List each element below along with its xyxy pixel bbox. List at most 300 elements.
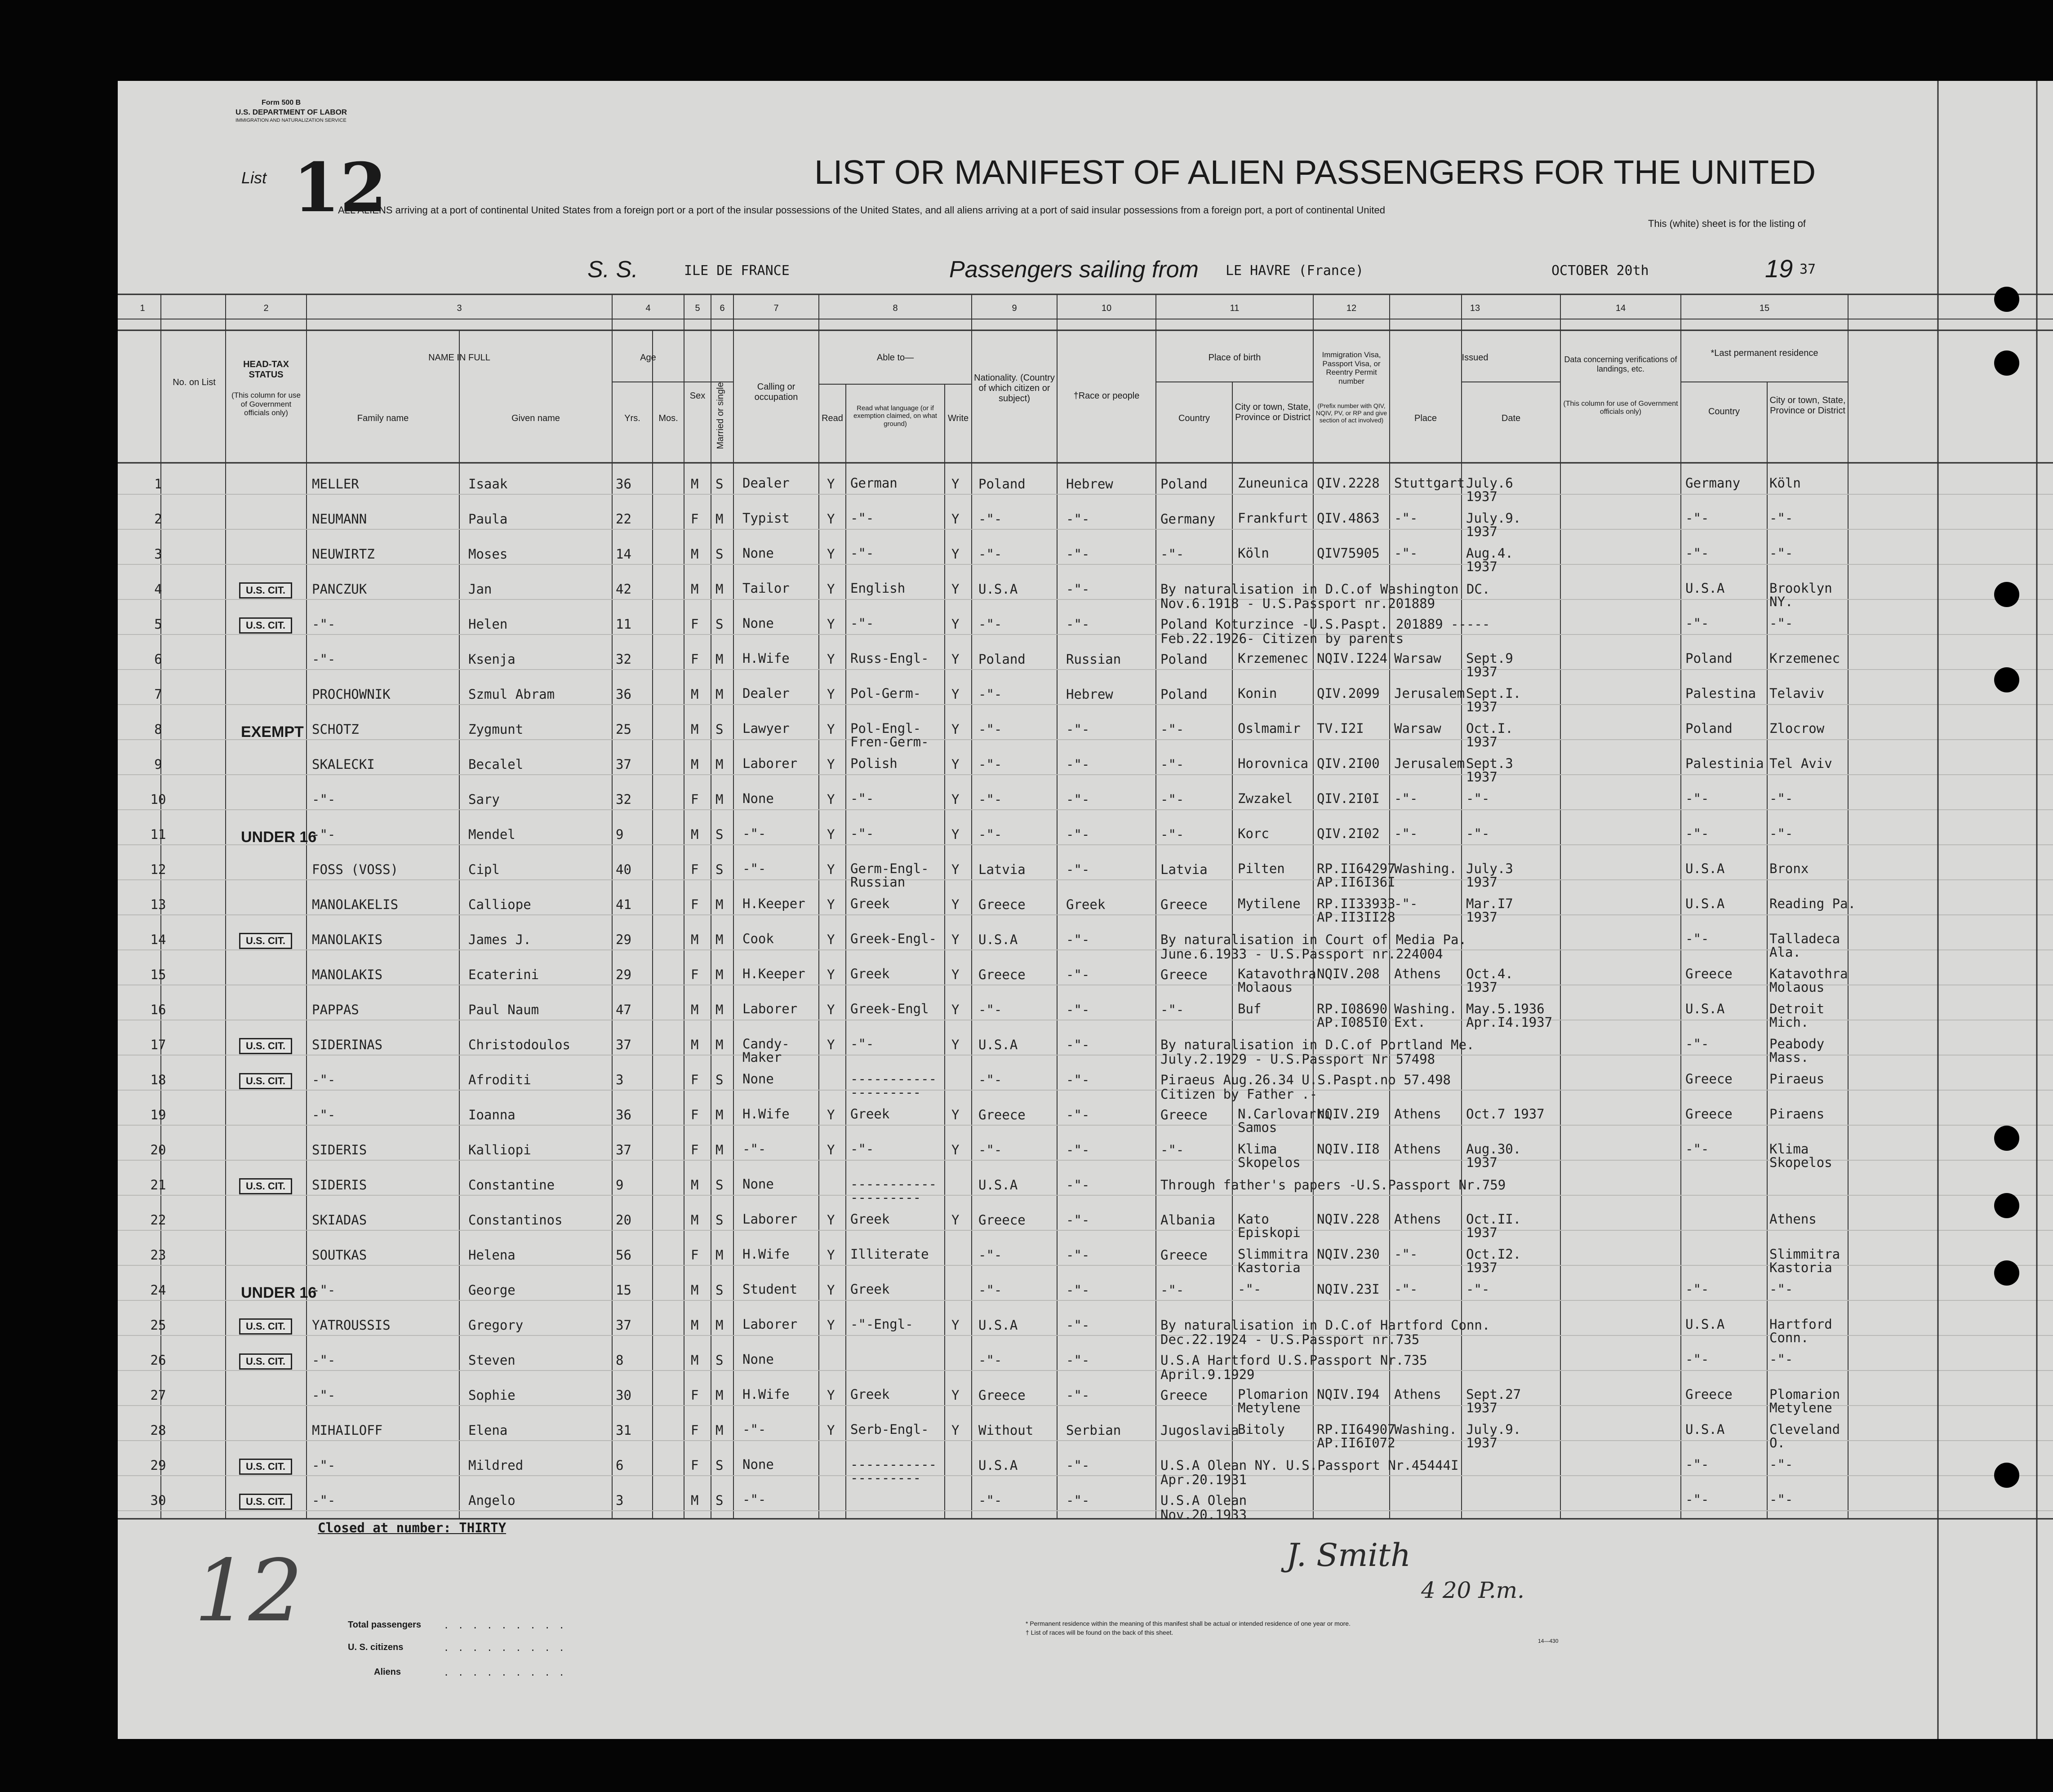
head-tax-stamp: U.S. CIT. [239, 582, 292, 599]
cell-write: Y [951, 1317, 960, 1333]
cell-given: Jan [468, 581, 492, 597]
cell-bcity: Slimmitra Kastoria [1238, 1246, 1309, 1275]
cell-rcity: Talladeca Ala. [1769, 931, 1840, 960]
cell-age: 36 [616, 1107, 631, 1122]
header-yrs: Yrs. [624, 413, 640, 423]
col-num-10: 10 [1101, 303, 1112, 313]
cell-iplace: Washing. Ext. [1394, 1001, 1457, 1030]
cell-ms: S [715, 617, 724, 632]
cell-iplace: Stuttgart [1394, 475, 1465, 491]
header-issued-place: Place [1414, 413, 1437, 423]
cell-idate: July.6 1937 [1466, 475, 1513, 504]
punch-hole [1994, 1193, 2019, 1218]
cell-race: -"- [1066, 546, 1090, 562]
cell-given: Constantinos [468, 1212, 563, 1228]
cell-sex: F [691, 617, 699, 632]
cell-iplace: Athens [1394, 1141, 1441, 1157]
cell-no: 1 [154, 476, 162, 492]
cell-rcity: Bronx [1769, 861, 1809, 876]
cell-remark: Poland Koturzince -U.S.Paspt. 201889 ----- [1160, 617, 1490, 632]
cell-rcountry: U.S.A [1685, 1317, 1725, 1332]
header-calling: Calling or occupation [754, 382, 798, 402]
cell-idate: -"- [1466, 826, 1490, 841]
head-tax-stamp: U.S. CIT. [239, 1353, 292, 1370]
header-last-residence: *Last permanent residence [1711, 348, 1818, 358]
cell-given: Calliope [468, 897, 531, 912]
cell-rcity: -"- [1769, 1457, 1793, 1472]
cell-idate: Oct.7 1937 [1466, 1106, 1545, 1122]
cell-occ: Candy-Maker [742, 1036, 790, 1065]
punch-hole [1994, 582, 2019, 607]
cell-write: Y [951, 1212, 960, 1228]
footnote-races: † List of races will be found on the back of this sheet. [1026, 1629, 1173, 1636]
cell-iplace: Athens [1394, 1211, 1441, 1227]
cell-bcountry: Greece [1160, 967, 1208, 982]
cell-rcountry: Greece [1685, 1071, 1733, 1087]
cell-given: Helen [468, 617, 508, 632]
cell-bcountry: -"- [1160, 827, 1184, 842]
cell-lang: Greek [850, 966, 890, 981]
cell-visa: NQIV.230 [1317, 1246, 1380, 1262]
cell-given: Moses [468, 546, 508, 562]
cell-ms: M [715, 1423, 724, 1438]
cell-race: Greek [1066, 897, 1106, 912]
cell-bcountry: Jugoslavia [1160, 1423, 1239, 1438]
head-tax-stamp: U.S. CIT. [239, 1459, 292, 1475]
cell-ms: S [715, 1493, 724, 1508]
cell-given: James J. [468, 932, 531, 947]
cell-sex: M [691, 1282, 699, 1298]
cell-ms: M [715, 1388, 724, 1403]
cell-bcity: Horovnica [1238, 756, 1309, 771]
col-num-8: 8 [893, 303, 898, 313]
cell-remark2: June.6.1933 - U.S.Passport nr.224004 [1160, 946, 1443, 962]
cell-race: -"- [1066, 511, 1090, 527]
cell-bcountry: Germany [1160, 511, 1216, 527]
cell-read: Y [827, 1002, 835, 1017]
col-num-6: 6 [720, 303, 725, 313]
cell-no: 11 [150, 827, 166, 842]
cell-age: 8 [616, 1353, 624, 1368]
cell-write: Y [951, 617, 960, 632]
cell-idate: July.3 1937 [1466, 861, 1513, 890]
cell-bcity: Buf [1238, 1001, 1262, 1016]
footnote-residence: * Permanent residence within the meaning of this manifest shall be actual or intended residence of one year or more. [1026, 1620, 1351, 1627]
form-code: 14—430 [1538, 1638, 1559, 1644]
cell-ms: S [715, 1072, 724, 1087]
cell-age: 30 [616, 1388, 631, 1403]
cell-nat: Latvia [978, 862, 1026, 877]
cell-ms: M [715, 1107, 724, 1122]
cell-read: Y [827, 827, 835, 842]
cell-remark2: July.2.1929 - U.S.Passport Nr 57498 [1160, 1051, 1435, 1067]
col-num-1: 1 [140, 303, 145, 313]
cell-no: 19 [150, 1107, 166, 1122]
cell-write: Y [951, 1037, 960, 1052]
cell-bcountry: -"- [1160, 722, 1184, 737]
cell-remark: U.S.A Hartford U.S.Passport Nr.735 [1160, 1353, 1427, 1368]
cell-age: 41 [616, 897, 631, 912]
cell-write: Y [951, 1423, 960, 1438]
cell-idate: Oct.I. 1937 [1466, 721, 1513, 750]
cell-race: -"- [1066, 1388, 1090, 1403]
cell-race: -"- [1066, 1037, 1090, 1052]
cell-visa: TV.I2I [1317, 721, 1364, 736]
cell-lang: Greek [850, 1106, 890, 1122]
col-num-15: 15 [1759, 303, 1770, 313]
cell-age: 36 [616, 687, 631, 702]
cell-family: SIDERIS [312, 1142, 367, 1158]
cell-family: SKIADAS [312, 1212, 367, 1228]
cell-race: -"- [1066, 1072, 1090, 1087]
closed-at-number: Closed at number: THIRTY [318, 1520, 507, 1535]
cell-family: SKALECKI [312, 757, 375, 772]
cell-ms: M [715, 652, 724, 667]
cell-lang: Russ-Engl- [850, 651, 929, 666]
cell-rcountry: Palestinia [1685, 756, 1764, 771]
header-name-in-full: NAME IN FULL [428, 353, 490, 363]
cell-given: George [468, 1282, 515, 1298]
margin-number: 12 [194, 1541, 303, 1641]
cell-rcountry: Greece [1685, 1387, 1733, 1402]
cell-nat: -"- [978, 1247, 1002, 1263]
cell-age: 22 [616, 511, 631, 527]
header-write: Write [947, 413, 969, 423]
header-age: Age [640, 353, 656, 363]
cell-nat: U.S.A [978, 1317, 1018, 1333]
cell-no: 6 [154, 652, 162, 667]
punch-hole [1994, 287, 2019, 312]
cell-rcity: Piraeus [1769, 1071, 1825, 1087]
cell-sex: M [691, 757, 699, 772]
cell-rcity: Cleveland O. [1769, 1422, 1840, 1450]
cell-family: -"- [312, 1458, 336, 1473]
cell-nat: -"- [978, 687, 1002, 702]
cell-ms: S [715, 1353, 724, 1368]
cell-lang: -"- [850, 616, 874, 631]
cell-family: MIHAILOFF [312, 1423, 383, 1438]
cell-age: 29 [616, 932, 631, 947]
cell-occ: Student [742, 1282, 798, 1297]
cell-iplace: Athens [1394, 1106, 1441, 1122]
head-tax-stamp: U.S. CIT. [239, 933, 292, 949]
cell-visa: QIV.2I02 [1317, 826, 1380, 841]
cell-nat: -"- [978, 617, 1002, 632]
cell-no: 14 [150, 932, 166, 947]
cell-race: Hebrew [1066, 476, 1113, 492]
cell-no: 29 [150, 1458, 166, 1473]
cell-family: NEUWIRTZ [312, 546, 375, 562]
cell-rcity: Zlocrow [1769, 721, 1825, 736]
cell-occ: -"- [742, 861, 766, 876]
cell-bcity: Oslmamir [1238, 721, 1301, 736]
cell-rcountry: -"- [1685, 616, 1709, 631]
cell-read: Y [827, 792, 835, 807]
cell-race: -"- [1066, 1282, 1090, 1298]
cell-occ: Lawyer [742, 721, 790, 736]
cell-given: Steven [468, 1353, 515, 1368]
cell-visa: RP.I08690 AP.I085I0 [1317, 1001, 1388, 1030]
cell-bcountry: Greece [1160, 897, 1208, 912]
cell-race: -"- [1066, 827, 1090, 842]
cell-idate: Sept.3 1937 [1466, 756, 1513, 785]
col-num-5: 5 [695, 303, 700, 313]
cell-family: MANOLAKIS [312, 932, 383, 947]
list-label: List [241, 169, 267, 187]
cell-remark2: Apr.20.1931 [1160, 1472, 1247, 1487]
cell-sex: F [691, 1458, 699, 1473]
cell-race: -"- [1066, 792, 1090, 807]
head-tax-stamp: U.S. CIT. [239, 617, 292, 634]
cell-visa: RP.II64907 AP.II6I072 [1317, 1422, 1395, 1450]
cell-sex: F [691, 862, 699, 877]
cell-visa: QIV75905 [1317, 546, 1380, 561]
cell-bcity: N.Carlovarri Samos [1238, 1106, 1332, 1135]
cell-nat: Without [978, 1423, 1034, 1438]
cell-remark: By naturalisation in D.C.of Hartford Conn. [1160, 1317, 1490, 1333]
cell-visa: NQIV.I94 [1317, 1387, 1380, 1402]
cell-race: -"- [1066, 862, 1090, 877]
cell-rcountry: U.S.A [1685, 896, 1725, 911]
total-passengers-label: Total passengers [348, 1620, 422, 1630]
cell-sex: M [691, 1212, 699, 1228]
cell-lang: Greek-Engl [850, 1001, 929, 1016]
cell-age: 42 [616, 581, 631, 597]
cell-race: -"- [1066, 1107, 1090, 1122]
header-verifications: Data concerning verifications of landings, etc. [1564, 355, 1677, 373]
cell-ms: M [715, 757, 724, 772]
cell-rcountry: Poland [1685, 721, 1733, 736]
us-citizens-label: U. S. citizens [348, 1642, 404, 1652]
cell-rcountry: -"- [1685, 931, 1709, 946]
cell-ms: M [715, 1037, 724, 1052]
cell-write: Y [951, 722, 960, 737]
cell-bcountry: -"- [1160, 1002, 1184, 1017]
cell-no: 10 [150, 792, 166, 807]
cell-visa: NQIV.I224 [1317, 651, 1388, 666]
cell-occ: Cook [742, 931, 774, 946]
cell-idate: Oct.4. 1937 [1466, 966, 1513, 995]
cell-age: 15 [616, 1282, 631, 1298]
cell-sex: M [691, 1002, 699, 1017]
cell-read: Y [827, 1107, 835, 1122]
header-head-tax-note: (This column for use of Government officials only) [231, 391, 301, 417]
cell-ms: M [715, 897, 724, 912]
cell-occ: Laborer [742, 1001, 798, 1016]
header-birth-country: Country [1178, 413, 1210, 423]
cell-no: 25 [150, 1317, 166, 1333]
cell-sex: F [691, 1247, 699, 1263]
cell-occ: Tailor [742, 581, 790, 596]
cell-idate: July.9. 1937 [1466, 510, 1521, 539]
cell-bcity: Katavothra Molaous [1238, 966, 1316, 995]
cell-sex: M [691, 687, 699, 702]
cell-ms: M [715, 1247, 724, 1263]
cell-idate: Oct.II. 1937 [1466, 1211, 1521, 1240]
header-family-name: Family name [357, 413, 409, 423]
cell-given: Paul Naum [468, 1002, 539, 1017]
cell-idate: Sept.27 1937 [1466, 1387, 1521, 1415]
cell-rcity: Peabody Mass. [1769, 1036, 1825, 1065]
cell-rcountry: Poland [1685, 651, 1733, 666]
cell-ms: M [715, 511, 724, 527]
cell-nat: -"- [978, 757, 1002, 772]
head-tax-stamp: UNDER 16 [241, 1284, 317, 1301]
cell-lang: Greek [850, 1211, 890, 1227]
cell-read: Y [827, 1423, 835, 1438]
header-nationality: Nationality. (Country of which citizen or subject) [974, 373, 1055, 404]
cell-rcity: Reading Pa. [1769, 896, 1856, 911]
cell-rcountry: -"- [1685, 546, 1709, 561]
cell-no: 30 [150, 1493, 166, 1508]
cell-no: 16 [150, 1002, 166, 1017]
cell-write: Y [951, 511, 960, 527]
cell-given: Gregory [468, 1317, 524, 1333]
cell-given: Cipl [468, 862, 500, 877]
cell-remark: Piraeus Aug.26.34 U.S.Paspt.no 57.498 [1160, 1072, 1451, 1087]
department-label: U.S. DEPARTMENT OF LABOR [236, 108, 347, 116]
col-num-12: 12 [1346, 303, 1357, 313]
cell-no: 4 [154, 581, 162, 597]
header-no-on-list: No. on List [173, 377, 216, 387]
cell-read: Y [827, 1388, 835, 1403]
cell-iplace: -"- [1394, 1282, 1418, 1297]
cell-rcity: Telaviv [1769, 686, 1825, 701]
cell-write: Y [951, 1002, 960, 1017]
cell-given: Becalel [468, 757, 524, 772]
cell-lang: Serb-Engl- [850, 1422, 929, 1437]
cell-nat: -"- [978, 722, 1002, 737]
cell-occ: Laborer [742, 756, 798, 771]
manifest-title: LIST OR MANIFEST OF ALIEN PASSENGERS FOR THE UNITED [814, 153, 1816, 191]
cell-rcity: -"- [1769, 1282, 1793, 1297]
cell-no: 15 [150, 967, 166, 982]
cell-no: 18 [150, 1072, 166, 1087]
cell-ms: M [715, 1002, 724, 1017]
cell-given: Szmul Abram [468, 687, 555, 702]
header-visa: Immigration Visa, Passport Visa, or Reentry Permit number [1322, 350, 1381, 386]
cell-age: 37 [616, 1142, 631, 1158]
cell-write: Y [951, 897, 960, 912]
cell-visa: QIV.2099 [1317, 686, 1380, 701]
cell-rcountry: -"- [1685, 826, 1709, 841]
cell-lang: Pol-Germ- [850, 686, 921, 701]
cell-occ: Typist [742, 510, 790, 526]
cell-lang: -------------------- [850, 1071, 937, 1100]
cell-no: 13 [150, 897, 166, 912]
cell-given: Sophie [468, 1388, 515, 1403]
cell-read: Y [827, 897, 835, 912]
cell-read: Y [827, 1142, 835, 1158]
cell-write: Y [951, 862, 960, 877]
aliens-label: Aliens [374, 1667, 401, 1677]
cell-sex: M [691, 1353, 699, 1368]
cell-visa: QIV.2I0I [1317, 791, 1380, 806]
header-read: Read [822, 413, 843, 423]
cell-lang: Greek-Engl- [850, 931, 937, 946]
cell-lang: -"-Engl- [850, 1317, 913, 1332]
cell-bcity: Korc [1238, 826, 1269, 841]
cell-write: Y [951, 1107, 960, 1122]
cell-rcountry: Greece [1685, 1106, 1733, 1122]
cell-remark: U.S.A Olean NY. U.S.Passport Nr.45444I [1160, 1458, 1459, 1473]
head-tax-stamp: U.S. CIT. [239, 1038, 292, 1054]
cell-given: Ecaterini [468, 967, 539, 982]
cell-race: -"- [1066, 1247, 1090, 1263]
cell-bcountry: Poland [1160, 476, 1208, 492]
cell-family: -"- [312, 1072, 336, 1087]
cell-iplace: -"- [1394, 896, 1418, 911]
cell-rcountry: Greece [1685, 966, 1733, 981]
cell-visa: NQIV.208 [1317, 966, 1380, 981]
cell-nat: -"- [978, 546, 1002, 562]
cell-lang: -------------------- [850, 1457, 937, 1486]
cell-rcountry: -"- [1685, 1492, 1709, 1507]
cell-occ: None [742, 791, 774, 806]
cell-age: 25 [616, 722, 631, 737]
cell-family: SCHOTZ [312, 722, 359, 737]
header-issued: Issued [1462, 353, 1489, 363]
inspector-signature: J. Smith [1286, 1537, 1411, 1574]
cell-remark: By naturalisation in Court of Media Pa. [1160, 932, 1466, 947]
cell-rcity: Plomarion Metylene [1769, 1387, 1840, 1415]
cell-remark2: Nov.6.1918 - U.S.Passport nr.201889 [1160, 596, 1435, 611]
cell-sex: F [691, 1142, 699, 1158]
cell-race: -"- [1066, 967, 1090, 982]
cell-read: Y [827, 1282, 835, 1298]
cell-rcity: -"- [1769, 510, 1793, 526]
head-tax-stamp: U.S. CIT. [239, 1073, 292, 1089]
cell-lang: Greek [850, 896, 890, 911]
cell-ms: M [715, 967, 724, 982]
cell-no: 12 [150, 862, 166, 877]
cell-family: -"- [312, 1493, 336, 1508]
cell-visa: QIV.2I00 [1317, 756, 1380, 771]
cell-family: -"- [312, 652, 336, 667]
cell-sex: F [691, 792, 699, 807]
cell-iplace: -"- [1394, 826, 1418, 841]
cell-rcountry: U.S.A [1685, 1001, 1725, 1016]
cell-rcity: Hartford Conn. [1769, 1317, 1832, 1345]
cell-write: Y [951, 546, 960, 562]
cell-no: 24 [150, 1282, 166, 1298]
header-verifications-note: (This column for use of Government officials only) [1563, 400, 1678, 416]
punch-hole [1994, 1463, 2019, 1488]
punch-hole [1994, 350, 2019, 376]
cell-family: -"- [312, 792, 336, 807]
cell-no: 9 [154, 757, 162, 772]
cell-idate: May.5.1936 Apr.I4.1937 [1466, 1001, 1553, 1030]
cell-sex: M [691, 1493, 699, 1508]
cell-no: 2 [154, 511, 162, 527]
cell-lang: -"- [850, 546, 874, 561]
cell-visa: NQIV.23I [1317, 1282, 1380, 1297]
cell-given: Kalliopi [468, 1142, 531, 1158]
cell-read: Y [827, 1247, 835, 1263]
cell-family: SIDERINAS [312, 1037, 383, 1052]
cell-family: NEUMANN [312, 511, 367, 527]
cell-bcountry: Albania [1160, 1212, 1216, 1228]
cell-iplace: Athens [1394, 966, 1441, 981]
cell-lang: German [850, 475, 898, 491]
cell-race: -"- [1066, 1493, 1090, 1508]
cell-given: Zygmunt [468, 722, 524, 737]
cell-iplace: -"- [1394, 791, 1418, 806]
cell-rcity: -"- [1769, 546, 1793, 561]
subtitle-2: This (white) sheet is for the listing of [1648, 218, 1806, 229]
cell-sex: M [691, 546, 699, 562]
cell-lang: -"- [850, 791, 874, 806]
